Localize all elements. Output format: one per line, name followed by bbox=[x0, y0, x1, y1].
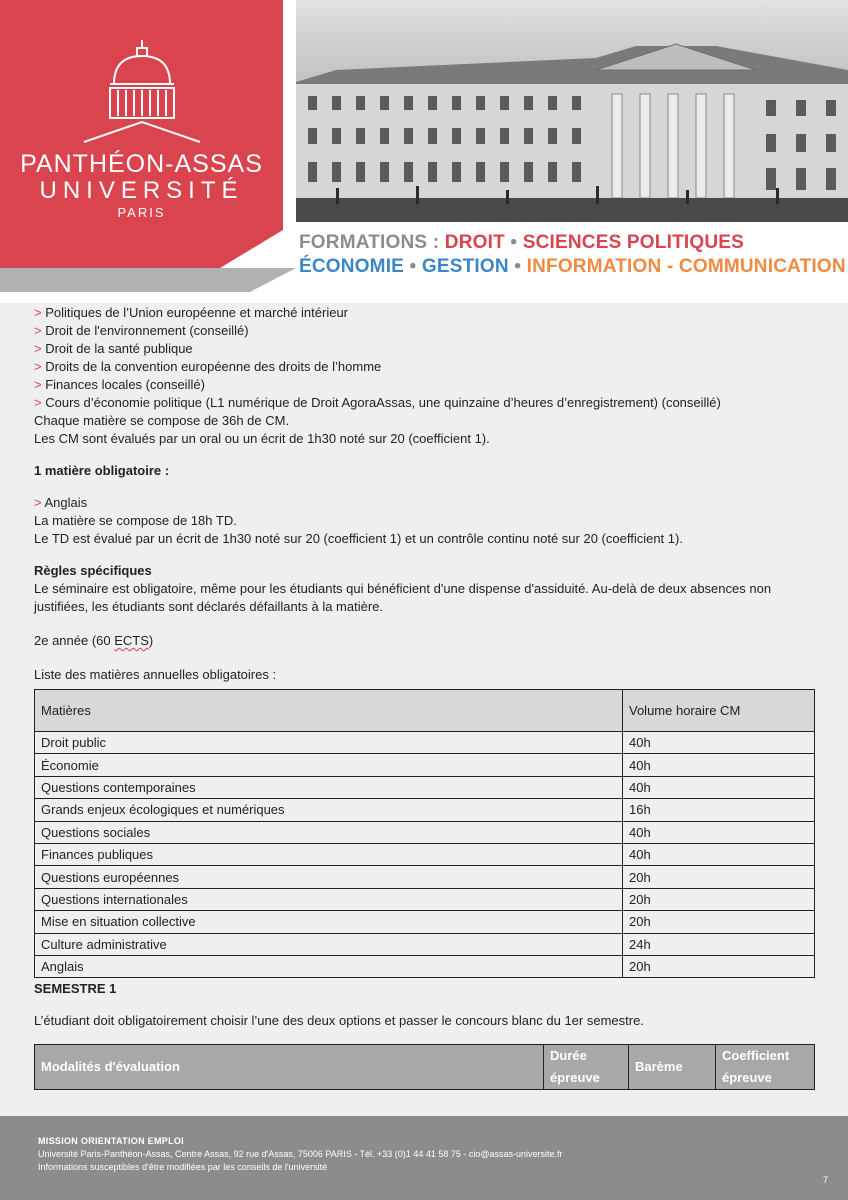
page-footer bbox=[0, 1116, 848, 1200]
hours-cell: 40h bbox=[623, 732, 815, 754]
pantheon-dome-icon bbox=[80, 38, 204, 146]
building-photo bbox=[296, 0, 848, 222]
rules-text: justifiées, les étudiants sont déclarés défaillants à la matière. bbox=[34, 599, 384, 614]
option-item bbox=[34, 358, 814, 376]
column-header-modalites: Modalités d'évaluation bbox=[35, 1045, 544, 1090]
option-label: Droits de la convention européenne des droits de l’homme bbox=[45, 359, 382, 374]
options-note: Chaque matière se compose de 36h de CM. bbox=[34, 413, 290, 428]
hours-cell: 40h bbox=[623, 821, 815, 843]
subjects-table bbox=[34, 689, 815, 978]
arrow-icon: > bbox=[34, 495, 42, 510]
table-row bbox=[35, 799, 815, 821]
subject-cell: Questions internationales bbox=[35, 888, 623, 910]
semester-title: SEMESTRE 1 bbox=[34, 981, 117, 996]
formation-gestion: GESTION bbox=[421, 256, 509, 277]
option-label: Finances locales (conseillé) bbox=[45, 377, 205, 392]
option-item bbox=[34, 304, 814, 322]
option-label: Cours d’économie politique (L1 numérique de Droit AgoraAssas, une quinzaine d’heures d’enregistrement) (conseillé) bbox=[45, 395, 721, 410]
subject-cell: Questions sociales bbox=[35, 821, 623, 843]
hours-cell: 20h bbox=[623, 955, 815, 977]
formation-economie: ÉCONOMIE bbox=[299, 256, 405, 277]
coefficient-line1: Coefficient bbox=[722, 1048, 790, 1063]
table-row bbox=[35, 776, 815, 798]
table-row bbox=[35, 911, 815, 933]
table-header-row bbox=[35, 690, 815, 732]
subject-cell: Questions contemporaines bbox=[35, 776, 623, 798]
table-row bbox=[35, 821, 815, 843]
subject-cell: Culture administrative bbox=[35, 933, 623, 955]
option-item bbox=[34, 376, 814, 394]
table-row bbox=[35, 843, 815, 865]
arrow-icon: > bbox=[34, 377, 42, 392]
subject-cell: Questions européennes bbox=[35, 866, 623, 888]
hours-cell: 16h bbox=[623, 799, 815, 821]
subject-cell: Économie bbox=[35, 754, 623, 776]
hours-cell: 40h bbox=[623, 843, 815, 865]
arrow-icon: > bbox=[34, 395, 42, 410]
mandatory-item bbox=[34, 494, 814, 512]
footer-address: Université Paris-Panthéon-Assas, Centre Assas, 92 rue d'Assas, 75006 PARIS - Tél. +33 (0)1 44 41 58 75 - cio@assas-universite.fr bbox=[38, 1149, 563, 1159]
duree-line1: Durée bbox=[550, 1048, 587, 1063]
ects-label: ECTS bbox=[114, 633, 149, 648]
formation-information-communication: INFORMATION - COMMUNICATION bbox=[526, 256, 846, 277]
subject-cell: Droit public bbox=[35, 732, 623, 754]
option-label: Politiques de l’Union européenne et marché intérieur bbox=[45, 305, 349, 320]
column-header-coefficient bbox=[716, 1045, 815, 1090]
hours-cell: 40h bbox=[623, 754, 815, 776]
option-label: Droit de l'environnement (conseillé) bbox=[45, 323, 249, 338]
arrow-icon: > bbox=[34, 359, 42, 374]
page-header bbox=[0, 0, 848, 303]
column-header-duree bbox=[544, 1045, 629, 1090]
hours-cell: 40h bbox=[623, 776, 815, 798]
subject-cell: Finances publiques bbox=[35, 843, 623, 865]
mandatory-title: 1 matière obligatoire : bbox=[34, 463, 170, 478]
formation-sciences-politiques: SCIENCES POLITIQUES bbox=[522, 232, 744, 253]
coefficient-line2: épreuve bbox=[722, 1070, 772, 1085]
semester-text: L’étudiant doit obligatoirement choisir l’une des deux options et passer le concours blanc du 1er semestre. bbox=[34, 1013, 644, 1028]
mandatory-note: La matière se compose de 18h TD. bbox=[34, 513, 237, 528]
list-title: Liste des matières annuelles obligatoires : bbox=[34, 667, 277, 682]
mandatory-label: Anglais bbox=[44, 495, 88, 510]
table-row bbox=[35, 754, 815, 776]
evaluation-header-row bbox=[35, 1045, 815, 1090]
column-header-bareme: Barème bbox=[629, 1045, 716, 1090]
mandatory-note: Le TD est évalué par un écrit de 1h30 noté sur 20 (coefficient 1) et un contrôle continu noté sur 20 (coefficient 1). bbox=[34, 531, 683, 546]
rules-title: Règles spécifiques bbox=[34, 563, 152, 578]
formations-line1 bbox=[299, 232, 744, 254]
year-title bbox=[34, 632, 814, 650]
subject-cell: Mise en situation collective bbox=[35, 911, 623, 933]
evaluation-table bbox=[34, 1044, 815, 1090]
formation-separator: • bbox=[504, 232, 523, 253]
column-header-subject: Matières bbox=[35, 690, 623, 732]
table-row bbox=[35, 866, 815, 888]
hours-cell: 24h bbox=[623, 933, 815, 955]
hours-cell: 20h bbox=[623, 866, 815, 888]
document-body bbox=[34, 304, 814, 684]
arrow-icon: > bbox=[34, 341, 42, 356]
university-name-line1: PANTHÉON-ASSAS bbox=[20, 150, 263, 178]
options-note: Les CM sont évalués par un oral ou un écrit de 1h30 noté sur 20 (coefficient 1). bbox=[34, 431, 490, 446]
formation-separator: • bbox=[508, 256, 527, 277]
hours-cell: 20h bbox=[623, 888, 815, 910]
option-item bbox=[34, 322, 814, 340]
logo-grey-band bbox=[0, 268, 296, 292]
table-row bbox=[35, 732, 815, 754]
footer-disclaimer: Informations susceptibles d'être modifiées par les conseils de l'université bbox=[38, 1162, 328, 1172]
subject-cell: Anglais bbox=[35, 955, 623, 977]
year-prefix: 2e année (60 bbox=[34, 633, 115, 648]
table-row bbox=[35, 888, 815, 910]
option-item bbox=[34, 340, 814, 358]
duree-line2: épreuve bbox=[550, 1070, 600, 1085]
subject-cell: Grands enjeux écologiques et numériques bbox=[35, 799, 623, 821]
year-suffix: ) bbox=[148, 633, 154, 648]
hours-cell: 20h bbox=[623, 911, 815, 933]
university-name-line2: UNIVERSITÉ bbox=[39, 177, 244, 204]
formations-label: FORMATIONS : bbox=[299, 232, 445, 253]
university-name-line3: PARIS bbox=[117, 205, 166, 220]
formations-line2 bbox=[299, 256, 846, 278]
page-number: 7 bbox=[822, 1175, 828, 1185]
option-label: Droit de la santé publique bbox=[45, 341, 193, 356]
table-row bbox=[35, 955, 815, 977]
footer-title: MISSION ORIENTATION EMPLOI bbox=[38, 1136, 184, 1146]
arrow-icon: > bbox=[34, 323, 42, 338]
formation-separator: • bbox=[404, 256, 422, 277]
column-header-hours: Volume horaire CM bbox=[623, 690, 815, 732]
rules-text: Le séminaire est obligatoire, même pour les étudiants qui bénéficient d'une dispense d'assiduité. Au-delà de deux absences non bbox=[34, 581, 772, 596]
formation-droit: DROIT bbox=[444, 232, 505, 253]
table-row bbox=[35, 933, 815, 955]
arrow-icon: > bbox=[34, 305, 42, 320]
option-item bbox=[34, 394, 814, 412]
